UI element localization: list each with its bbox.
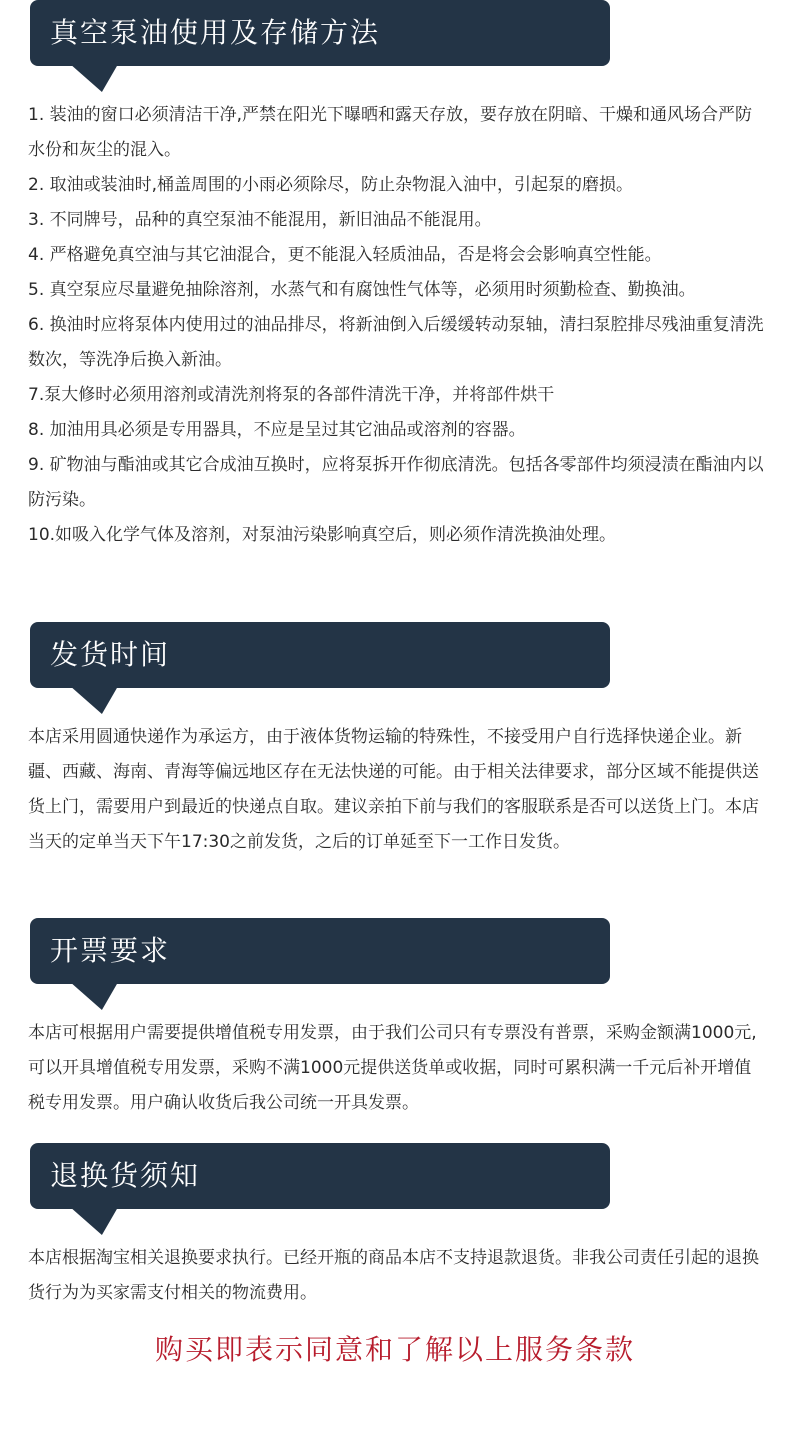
- paragraph: 本店采用圆通快递作为承运方，由于液体货物运输的特殊性，不接受用户自行选择快递企业。新疆、西藏、海南、青海等偏远地区存在无法快递的可能。由于相关法律要求，部分区域不能提供送货上门，需要用户到最近的快递点自取。建议亲拍下前与我们的客服联系是否可以送货上门。本店当天的定单当天下午17:30之前发货，之后的订单延至下一工作日发货。: [28, 727, 759, 852]
- section-title: 开票要求: [50, 934, 171, 967]
- section-title: 真空泵油使用及存储方法: [50, 16, 381, 49]
- list-item: 9. 矿物油与酯油或其它合成油互换时，应将泵拆开作彻底清洗。包括各零部件均须浸渍在酯油内以防污染。: [28, 455, 764, 510]
- list-item: 8. 加油用具必须是专用器具，不应是呈过其它油品或溶剂的容器。: [28, 420, 526, 440]
- list-item: 10.如吸入化学气体及溶剂，对泵油污染影响真空后，则必须作清洗换油处理。: [28, 525, 617, 545]
- returns-paragraph: [28, 1241, 764, 1311]
- section-title: 发货时间: [50, 638, 171, 671]
- shipping-time-paragraph: [28, 720, 764, 860]
- paragraph: 本店可根据用户需要提供增值税专用发票，由于我们公司只有专票没有普票，采购金额满1000元,可以开具增值税专用发票，采购不满1000元提供送货单或收据，同时可累积满一千元后补开增值税专用发票。用户确认收货后我公司统一开具发票。: [28, 1023, 757, 1113]
- list-item: 1. 装油的窗口必须清洁干净,严禁在阳光下曝晒和露天存放，要存放在阴暗、干燥和通风场合严防水份和灰尘的混入。: [28, 105, 753, 160]
- terms-agreement-note: 购买即表示同意和了解以上服务条款: [154, 1333, 635, 1366]
- speech-tail: [54, 982, 118, 1010]
- list-item: 2. 取油或装油时,桶盖周围的小雨必须除尽，防止杂物混入油中，引起泵的磨损。: [28, 175, 634, 195]
- usage-storage-list: [28, 98, 764, 553]
- list-item: 5. 真空泵应尽量避免抽除溶剂，水蒸气和有腐蚀性气体等，必须用时须勤检查、勤换油。: [28, 280, 696, 300]
- paragraph: 本店根据淘宝相关退换要求执行。已经开瓶的商品本店不支持退款退货。非我公司责任引起的退换货行为为买家需支付相关的物流费用。: [28, 1248, 759, 1303]
- speech-tail: [54, 686, 118, 714]
- invoice-paragraph: [28, 1016, 764, 1121]
- list-item: 7.泵大修时必须用溶剂或清洗剂将泵的各部件清洗干净，并将部件烘干: [28, 385, 555, 405]
- section-header-returns: [30, 1143, 610, 1209]
- list-item: 4. 严格避免真空油与其它油混合，更不能混入轻质油品，否是将会会影响真空性能。: [28, 245, 662, 265]
- speech-tail: [54, 1207, 118, 1235]
- speech-tail: [54, 64, 118, 92]
- list-item: 6. 换油时应将泵体内使用过的油品排尽，将新油倒入后缓缓转动泵轴，清扫泵腔排尽残油重复清洗数次，等洗净后换入新油。: [28, 315, 764, 370]
- list-item: 3. 不同牌号，品种的真空泵油不能混用，新旧油品不能混用。: [28, 210, 492, 230]
- section-title: 退换货须知: [50, 1159, 201, 1192]
- section-header-invoice: [30, 918, 610, 984]
- section-header-shipping-time: [30, 622, 610, 688]
- section-header-usage-storage: [30, 0, 610, 66]
